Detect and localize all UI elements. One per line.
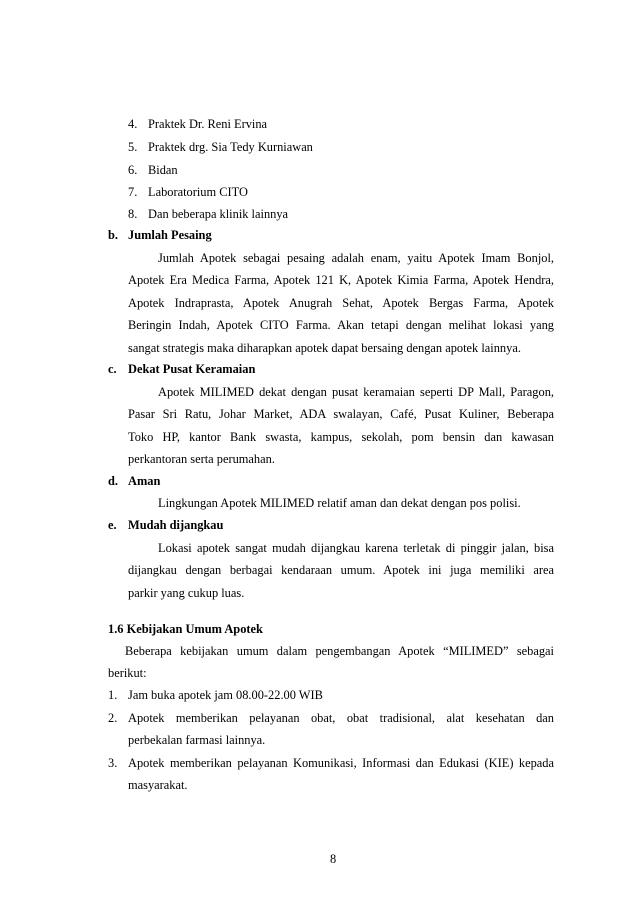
paragraph-line: Lingkungan Apotek MILIMED relatif aman dan dekat dengan pos polisi.	[158, 496, 521, 510]
policy-item-number: 2.	[108, 711, 118, 725]
policy-item-number: 3.	[108, 756, 118, 770]
policy-item: Apotek memberikan pelayanan obat, obat tradisional, alat kesehatan dan	[128, 711, 554, 725]
section-c-heading: Dekat Pusat Keramaian	[128, 362, 256, 376]
paragraph-line: Toko HP, kantor Bank swasta, kampus, sekolah, pom bensin dan kawasan	[128, 430, 554, 444]
list-item-number: 8.	[128, 207, 138, 221]
paragraph-line: Pasar Sri Ratu, Johar Market, ADA swalayan, Café, Pusat Kuliner, Beberapa	[128, 407, 554, 421]
list-item-number: 5.	[128, 140, 138, 154]
paragraph-line: sangat strategis maka diharapkan apotek dapat bersaing dengan apotek lainnya.	[128, 341, 521, 355]
section-b-letter: b.	[108, 228, 118, 242]
paragraph-line: berikut:	[108, 666, 147, 680]
paragraph-line: Beringin Indah, Apotek CITO Farma. Akan tetapi dengan melihat lokasi yang	[128, 318, 554, 332]
paragraph-line: Lokasi apotek sangat mudah dijangkau karena terletak di pinggir jalan, bisa	[158, 541, 554, 555]
list-item-number: 4.	[128, 117, 138, 131]
section-e-letter: e.	[108, 518, 117, 532]
list-item: Dan beberapa klinik lainnya	[148, 207, 289, 221]
paragraph-line: Apotek MILIMED dekat dengan pusat keramaian seperti DP Mall, Paragon,	[158, 385, 554, 399]
list-item: Praktek drg. Sia Tedy Kurniawan	[148, 140, 313, 154]
section-c-letter: c.	[108, 362, 117, 376]
policy-item: Apotek memberikan pelayanan Komunikasi, Informasi dan Edukasi (KIE) kepada	[128, 756, 554, 770]
paragraph-line: parkir yang cukup luas.	[128, 586, 245, 600]
section-e-heading: Mudah dijangkau	[128, 518, 224, 532]
policy-item-continuation: masyarakat.	[128, 778, 188, 792]
paragraph-line: Jumlah Apotek sebagai pesaing adalah enam, yaitu Apotek Imam Bonjol,	[158, 251, 554, 265]
paragraph-line: dijangkau dengan berbagai kendaraan umum. Apotek ini juga memiliki area	[128, 563, 554, 577]
section-d-letter: d.	[108, 474, 118, 488]
page-number: 8	[330, 852, 337, 866]
section-d-heading: Aman	[128, 474, 161, 488]
paragraph-line: Beberapa kebijakan umum dalam pengembangan Apotek “MILIMED” sebagai	[125, 644, 554, 658]
policy-item-number: 1.	[108, 688, 118, 702]
list-item: Laboratorium CITO	[148, 185, 248, 199]
section-b-heading: Jumlah Pesaing	[128, 228, 212, 242]
list-item: Bidan	[148, 163, 178, 177]
list-item: Praktek Dr. Reni Ervina	[148, 117, 268, 131]
paragraph-line: Apotek Era Medica Farma, Apotek 121 K, Apotek Kimia Farma, Apotek Hendra,	[128, 273, 554, 287]
paragraph-line: Apotek Indraprasta, Apotek Anugrah Sehat, Apotek Bergas Farma, Apotek	[128, 296, 554, 310]
policy-item-continuation: perbekalan farmasi lainnya.	[128, 733, 266, 747]
list-item-number: 6.	[128, 163, 138, 177]
policy-heading: 1.6 Kebijakan Umum Apotek	[108, 622, 263, 636]
list-item-number: 7.	[128, 185, 138, 199]
paragraph-line: perkantoran serta perumahan.	[128, 452, 275, 466]
policy-item: Jam buka apotek jam 08.00-22.00 WIB	[128, 688, 323, 702]
